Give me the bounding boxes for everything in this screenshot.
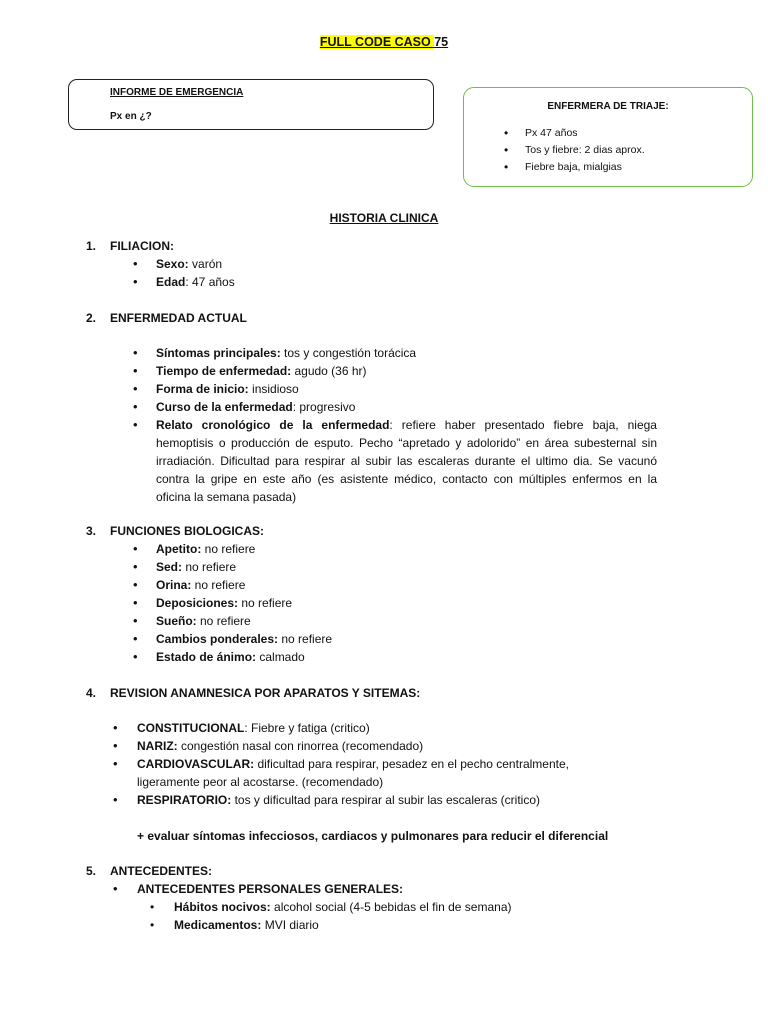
section-number: 3. — [86, 524, 97, 538]
item-key: Medicamentos: — [174, 918, 262, 932]
section-label: ENFERMEDAD ACTUAL — [110, 311, 247, 325]
item-value: MVI diario — [261, 918, 319, 932]
item-key: Deposiciones: — [156, 596, 239, 610]
item-value: agudo (36 hr) — [291, 364, 367, 378]
item-key: Tiempo de enfermedad: — [156, 364, 292, 378]
item-value: no refiere — [182, 560, 237, 574]
list-item — [113, 755, 593, 791]
item-key: Cambios ponderales: — [156, 632, 279, 646]
item-key: CARDIOVASCULAR: — [137, 757, 255, 771]
item-key: RESPIRATORIO: — [137, 793, 232, 807]
triage-title: ENFERMERA DE TRIAJE: — [547, 101, 669, 112]
list-item — [133, 344, 657, 362]
item-key: Edad — [156, 275, 186, 289]
item-value: no refiere — [278, 632, 333, 646]
section-number: 5. — [86, 864, 97, 878]
section-heading-funciones — [86, 522, 264, 540]
item-value: congestión nasal con rinorrea (recomendado) — [177, 739, 424, 753]
document-title — [0, 35, 768, 49]
list-item — [133, 362, 657, 380]
list-item — [133, 576, 657, 594]
item-value: no refiere — [191, 578, 246, 592]
list-item — [113, 791, 633, 809]
item-key: Relato cronológico de la enfermedad — [156, 418, 390, 432]
item-value: no refiere — [201, 542, 256, 556]
item-value: insidioso — [248, 382, 299, 396]
item-key: Hábitos nocivos: — [174, 900, 271, 914]
item-key: Sexo: — [156, 257, 189, 271]
item-key: Apetito: — [156, 542, 202, 556]
item-value: alcohol social (4-5 bebidas el fin de semana) — [270, 900, 512, 914]
section-label: REVISION ANAMNESICA POR APARATOS Y SITEMAS: — [110, 686, 421, 700]
section-number: 4. — [86, 686, 97, 700]
item-value: no refiere — [238, 596, 293, 610]
item-key: Estado de ánimo: — [156, 650, 257, 664]
section-heading-revision — [86, 684, 420, 702]
item-key: CONSTITUCIONAL — [137, 721, 245, 735]
item-value: : 47 años — [185, 275, 235, 289]
section-label: ANTECEDENTES: — [110, 864, 213, 878]
emergency-report-title: INFORME DE EMERGENCIA — [110, 87, 244, 98]
item-value: : refiere haber presentado fiebre baja, niega hemoptisis o producción de esputo. Pecho “apretado y adolorido” en área subesternal sin irradiación. Dificultad para respirar al subir las escaleras durante el ultimo dia. Se vacunó contra la gripe en este año (es asistente médico, contacto con múltiples enfermos en la oficina la semana pasada) — [156, 418, 657, 504]
triage-item: • Fiebre baja, mialgias — [504, 159, 645, 176]
item-value: tos y dificultad para respirar al subir las escaleras (critico) — [231, 793, 541, 807]
list-item — [133, 380, 657, 398]
item-key: Síntomas principales: — [156, 346, 281, 360]
case-number: 75 — [434, 35, 449, 49]
item-value: no refiere — [196, 614, 251, 628]
section-label: FUNCIONES BIOLOGICAS: — [110, 524, 265, 538]
item-key: Curso de la enfermedad — [156, 400, 293, 414]
item-value: dificultad para respirar, pesadez en el pecho centralmente, ligeramente peor al acostarse. (recomendado) — [137, 757, 569, 789]
item-value: varón — [188, 257, 223, 271]
list-item — [150, 898, 650, 916]
list-item — [133, 416, 657, 506]
section-heading-enfermedad — [86, 309, 247, 327]
item-key: Forma de inicio: — [156, 382, 249, 396]
item-value: : progresivo — [292, 400, 356, 414]
list-item — [113, 737, 633, 755]
triage-item: • Tos y fiebre: 2 dias aprox. — [504, 142, 645, 159]
list-item — [113, 880, 633, 898]
list-item — [113, 719, 633, 737]
item-value: : Fiebre y fatiga (critico) — [244, 721, 370, 735]
list-item — [133, 398, 657, 416]
emergency-report-patient: Px en ¿? — [110, 111, 152, 122]
section-label: FILIACION: — [110, 239, 174, 253]
item-key: Sed: — [156, 560, 183, 574]
section-number: 1. — [86, 239, 97, 253]
item-value: tos y congestión torácica — [280, 346, 417, 360]
list-item — [133, 648, 657, 666]
section-heading-filiacion — [86, 237, 174, 255]
emergency-report-box — [68, 79, 434, 130]
item-key: Orina: — [156, 578, 192, 592]
section-heading-antecedentes — [86, 862, 212, 880]
triage-list — [504, 125, 645, 176]
list-item — [133, 630, 657, 648]
item-key: Sueño: — [156, 614, 197, 628]
differential-note: + evaluar síntomas infecciosos, cardiacos y pulmonares para reducir el diferencial — [137, 829, 609, 843]
list-item — [133, 255, 657, 273]
list-item — [133, 594, 657, 612]
triage-nurse-box — [463, 87, 753, 187]
title-highlight: FULL CODE CASO — [319, 35, 435, 49]
list-item — [133, 540, 657, 558]
list-item — [133, 558, 657, 576]
list-item — [150, 916, 650, 934]
triage-item: • Px 47 años — [504, 125, 645, 142]
section-number: 2. — [86, 311, 97, 325]
item-value: calmado — [256, 650, 305, 664]
list-item — [133, 612, 657, 630]
history-title: HISTORIA CLINICA — [329, 211, 439, 225]
item-key: NARIZ: — [137, 739, 178, 753]
list-item — [133, 273, 657, 291]
group-label: • ANTECEDENTES PERSONALES GENERALES: — [137, 882, 404, 896]
